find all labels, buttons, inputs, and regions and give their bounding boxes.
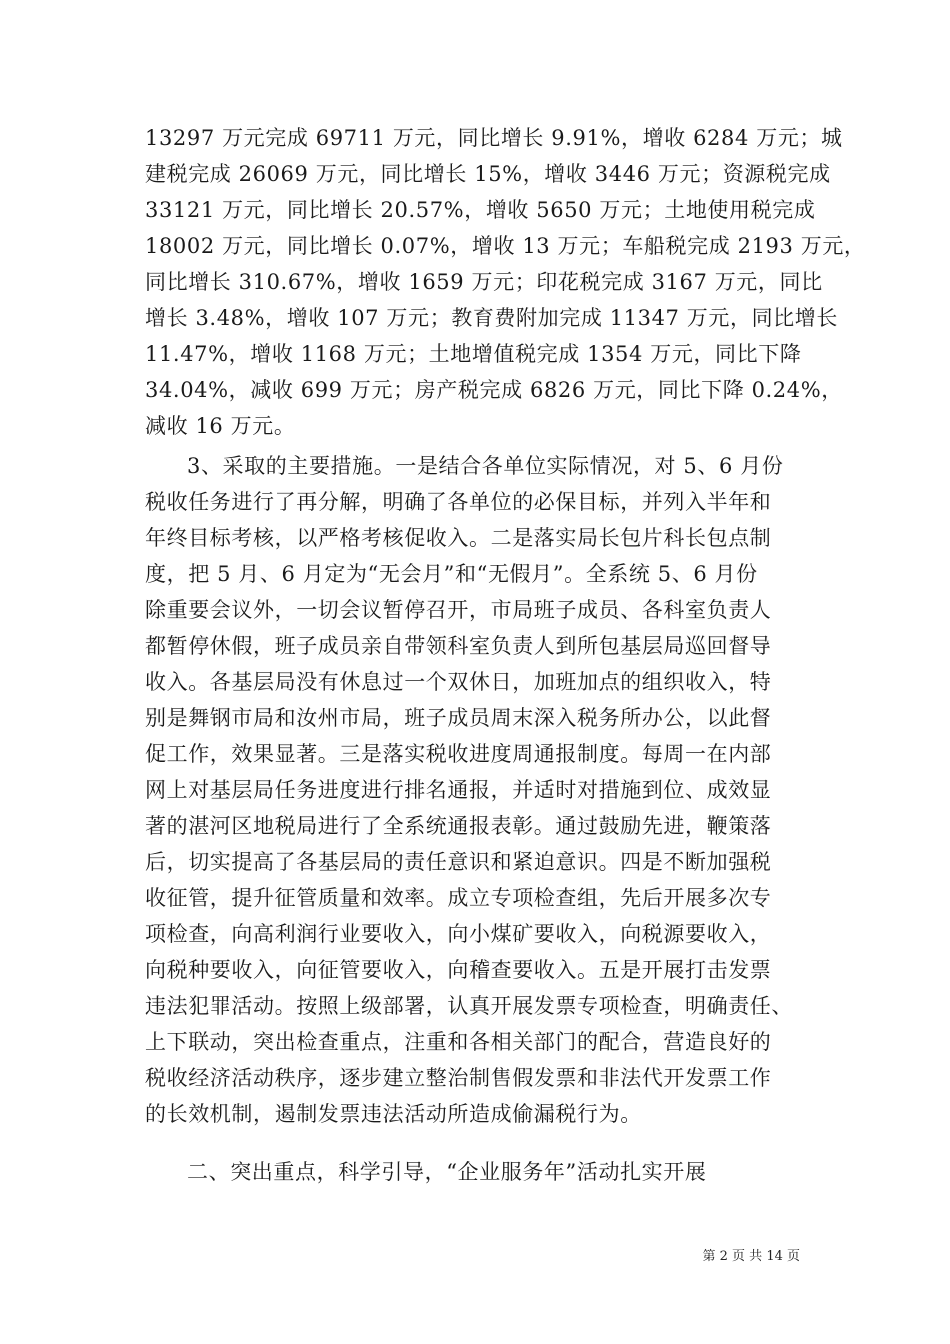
paragraph-line: 建税完成 26069 万元，同比增长 15%，增收 3446 万元；资源税完成	[145, 162, 831, 186]
paragraph-line: 税收经济活动秩序，逐步建立整治制售假发票和非法代开发票工作	[145, 1066, 772, 1090]
paragraph-line: 网上对基层局任务进度进行排名通报，并适时对措施到位、成效显	[145, 778, 772, 802]
paragraph-line: 年终目标考核，以严格考核促收入。二是落实局长包片科长包点制	[145, 526, 772, 550]
paragraph-line: 同比增长 310.67%，增收 1659 万元；印花税完成 3167 万元，同比	[145, 270, 823, 294]
paragraph-line: 的长效机制，遏制发票违法活动所造成偷漏税行为。	[145, 1102, 642, 1126]
paragraph-line: 11.47%，增收 1168 万元；土地增值税完成 1354 万元，同比下降	[145, 342, 802, 366]
paragraph-line: 33121 万元，同比增长 20.57%，增收 5650 万元；土地使用税完成	[145, 198, 816, 222]
paragraph-line: 项检查，向高利润行业要收入，向小煤矿要收入，向税源要收入，	[145, 922, 772, 946]
paragraph-line: 别是舞钢市局和汝州市局，班子成员周末深入税务所办公，以此督	[145, 706, 772, 730]
paragraph-line: 著的湛河区地税局进行了全系统通报表彰。通过鼓励先进，鞭策落	[145, 814, 772, 838]
paragraph-line: 度，把 5 月、6 月定为“无会月”和“无假月”。全系统 5、6 月份	[145, 562, 758, 586]
paragraph-line: 收征管，提升征管质量和效率。成立专项检查组，先后开展多次专	[145, 886, 772, 910]
paragraph-line: 除重要会议外，一切会议暂停召开，市局班子成员、各科室负责人	[145, 598, 772, 622]
paragraph-line: 3、采取的主要措施。一是结合各单位实际情况，对 5、6 月份	[187, 454, 784, 478]
paragraph-line: 后，切实提高了各基层局的责任意识和紧迫意识。四是不断加强税	[145, 850, 772, 874]
paragraph-line: 上下联动，突出检查重点，注重和各相关部门的配合，营造良好的	[145, 1030, 772, 1054]
paragraph-line: 减收 16 万元。	[145, 414, 296, 438]
page-number: 第 2 页 共 14 页	[702, 1249, 800, 1264]
section-heading: 二、突出重点，科学引导，“企业服务年”活动扎实开展	[187, 1160, 707, 1184]
paragraph-line: 18002 万元，同比增长 0.07%，增收 13 万元；车船税完成 2193 万元，	[145, 234, 866, 258]
paragraph-line: 34.04%，减收 699 万元；房产税完成 6826 万元，同比下降 0.24%，	[145, 378, 843, 402]
paragraph-line: 促工作，效果显著。三是落实税收进度周通报制度。每周一在内部	[145, 742, 772, 766]
paragraph-line: 税收任务进行了再分解，明确了各单位的必保目标，并列入半年和	[145, 490, 772, 514]
paragraph-line: 增长 3.48%，增收 107 万元；教育费附加完成 11347 万元，同比增长	[145, 306, 838, 330]
paragraph-line: 都暂停休假，班子成员亲自带领科室负责人到所包基层局巡回督导	[145, 634, 772, 658]
paragraph-line: 向税种要收入，向征管要收入，向稽查要收入。五是开展打击发票	[145, 958, 772, 982]
paragraph-line: 收入。各基层局没有休息过一个双休日，加班加点的组织收入，特	[145, 670, 772, 694]
paragraph-line: 13297 万元完成 69711 万元，同比增长 9.91%，增收 6284 万元；城	[145, 126, 843, 150]
paragraph-line: 违法犯罪活动。按照上级部署，认真开展发票专项检查，明确责任、	[145, 994, 793, 1018]
